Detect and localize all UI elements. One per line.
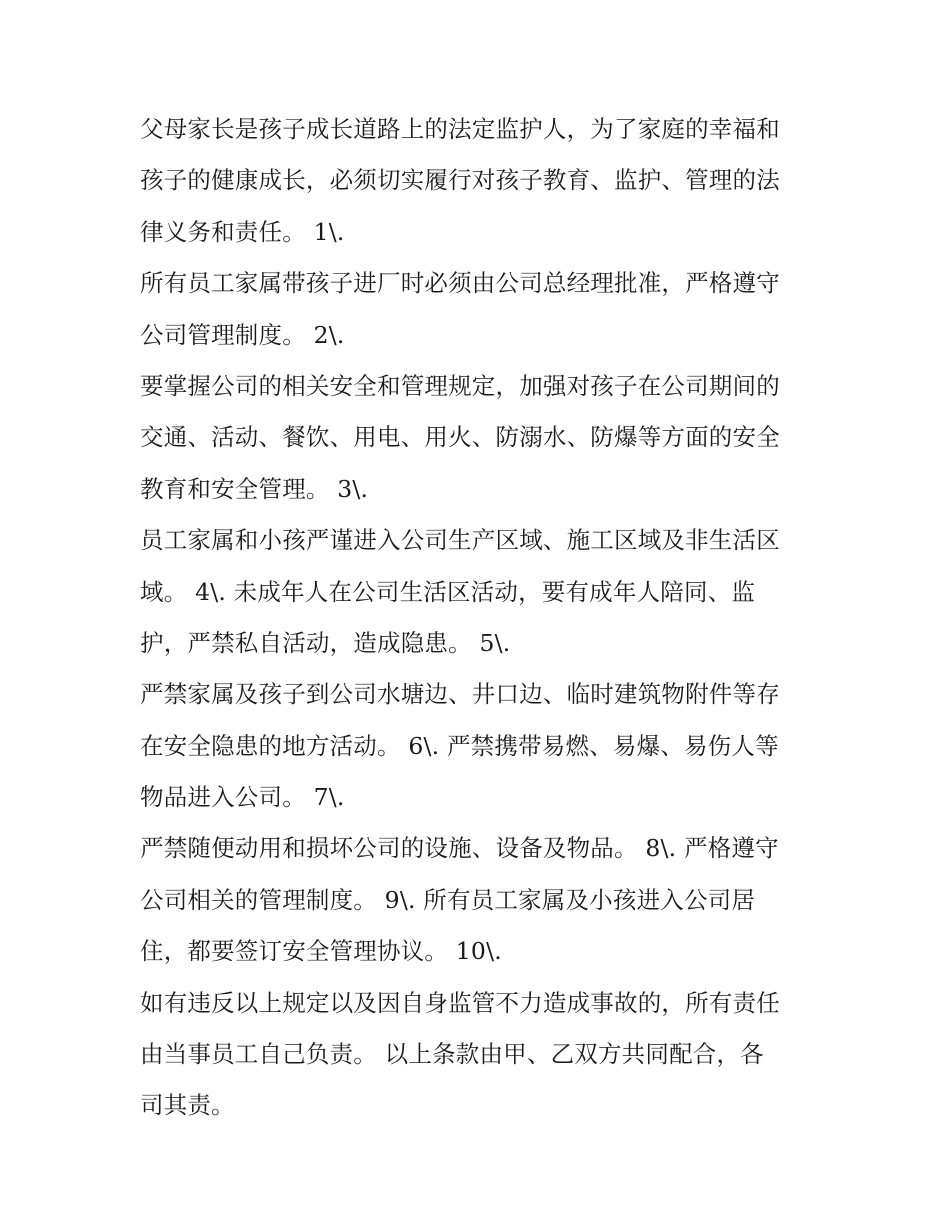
text-line: 教育和安全管理。 3\. [140, 474, 369, 503]
text-line: 要掌握公司的相关安全和管理规定，加强对孩子在公司期间的 [140, 371, 780, 400]
text-line: 如有违反以上规定以及因自身监管不力造成事故的，所有责任 [140, 988, 780, 1017]
text-line: 司其责。 [140, 1091, 235, 1120]
text-line: 公司相关的管理制度。 9\. 所有员工家属及小孩进入公司居 [140, 885, 756, 914]
text-line: 域。 4\. 未成年人在公司生活区活动，要有成年人陪同、监 [140, 577, 756, 606]
document-body [140, 104, 820, 1132]
text-line: 员工家属和小孩严谨进入公司生产区域、施工区域及非生活区 [140, 526, 780, 555]
text-line: 律义务和责任。 1\. [140, 217, 345, 246]
text-line: 父母家长是孩子成长道路上的法定监护人，为了家庭的幸福和 [140, 115, 780, 143]
text-line: 严禁家属及孩子到公司水塘边、井口边、临时建筑物附件等存 [140, 680, 780, 709]
text-line: 公司管理制度。 2\. [140, 320, 345, 349]
text-line: 护，严禁私自活动，造成隐患。 5\. [140, 628, 511, 657]
text-line: 由当事员工自己负责。 以上条款由甲、乙双方共同配合，各 [140, 1040, 764, 1069]
text-line: 孩子的健康成长，必须切实履行对孩子教育、监护、管理的法 [140, 166, 780, 195]
text-line: 所有员工家属带孩子进厂时必须由公司总经理批准，严格遵守 [140, 269, 780, 298]
text-line: 物品进入公司。 7\. [140, 783, 345, 812]
text-line: 严禁随便动用和损坏公司的设施、设备及物品。 8\. 严格遵守 [140, 834, 779, 863]
text-line: 在安全隐患的地方活动。 6\. 严禁携带易燃、易爆、易伤人等 [140, 731, 779, 760]
text-line: 交通、活动、餐饮、用电、用火、防溺水、防爆等方面的安全 [140, 423, 780, 452]
text-line: 住，都要签订安全管理协议。 10\. [140, 937, 502, 966]
